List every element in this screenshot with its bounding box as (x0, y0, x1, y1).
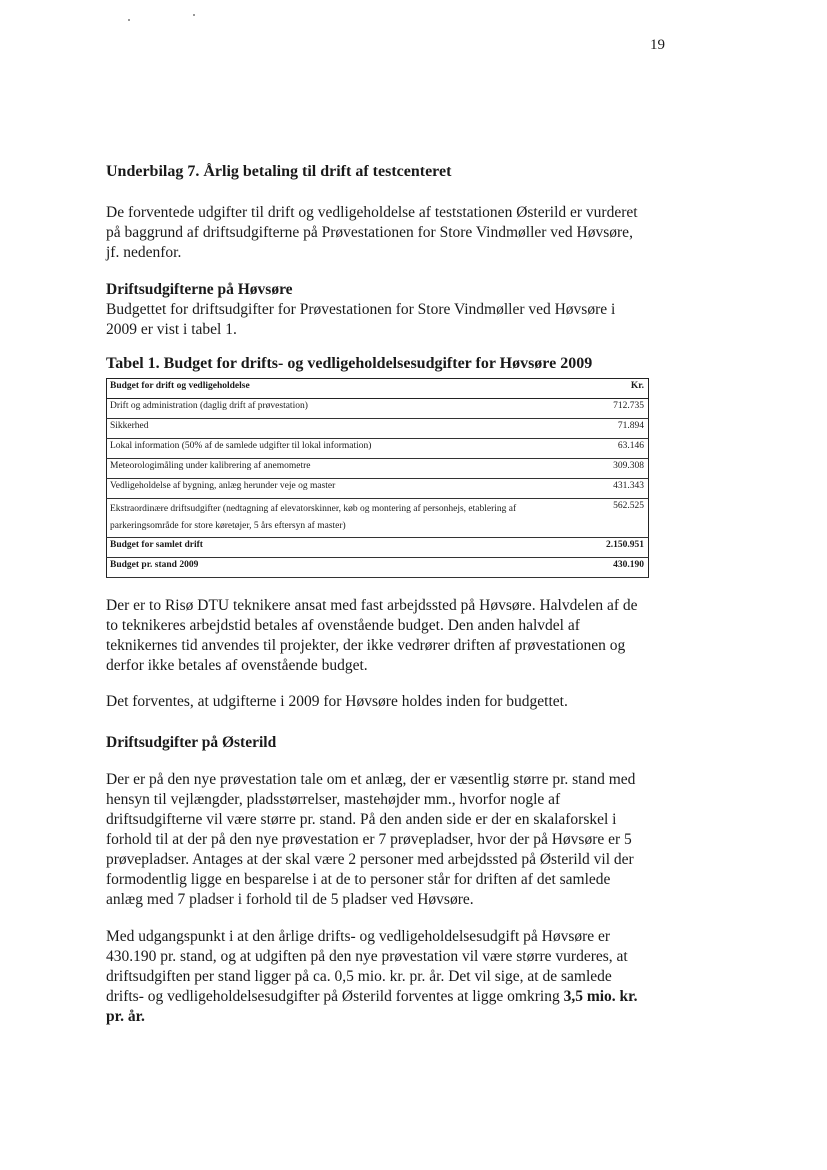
row-value: 562.525 (553, 499, 649, 538)
conclusion-amount: 3,5 mio. kr. pr. år. (106, 988, 638, 1025)
row-value: 712.735 (553, 399, 649, 419)
row-label: Vedligeholdelse af bygning, anlæg herunder veje og master (107, 479, 554, 499)
scan-speck (128, 19, 130, 21)
paragraph-expectation: Det forventes, at udgifterne i 2009 for Høvsøre holdes inden for budgettet. (106, 693, 568, 710)
row-value: 309.308 (553, 459, 649, 479)
total-value: 2.150.951 (553, 538, 649, 558)
intro-paragraph: De forventede udgifter til drift og vedligeholdelse af teststationen Østerild er vurderet på baggrund af driftsudgifterne på Prøvestationen for Store Vindmøller ved Høvsøre, jf. nedenfor. (106, 204, 638, 261)
row-label: Ekstraordinære driftsudgifter (nedtagning af elevatorskinner, køb og montering af personhejs, etablering af parkeringsområde for store køretøjer, 5 års eftersyn af master) (107, 499, 554, 538)
table-row (107, 499, 649, 538)
page-number: 19 (650, 37, 665, 53)
table-row (107, 399, 649, 419)
table-row (107, 439, 649, 459)
per-stand-value: 430.190 (553, 558, 649, 578)
row-label: Lokal information (50% af de samlede udgifter til lokal information) (107, 439, 554, 459)
row-value: 431.343 (553, 479, 649, 499)
conclusion-text: Med udgangspunkt i at den årlige drifts- og vedligeholdelsesudgift på Høvsøre er 430.190 pr. stand, og at udgiften på den nye prøvestation vil være større vurderes, at driftsudgiften per stand ligger på ca. 0,5 mio. kr. pr. år. Det vil sige, at de samlede drifts- og vedligeholdelsesudgifter på Østerild forventes at ligge omkring (106, 928, 628, 1005)
table-header-label: Budget for drift og vedligeholdelse (107, 379, 554, 399)
table-header-row (107, 379, 649, 399)
page-title: Underbilag 7. Årlig betaling til drift af testcenteret (106, 163, 452, 180)
scan-speck (193, 14, 195, 16)
section-heading-osterild: Driftsudgifter på Østerild (106, 734, 277, 751)
table-row (107, 459, 649, 479)
row-label: Sikkerhed (107, 419, 554, 439)
row-label: Meteorologimåling under kalibrering af anemometre (107, 459, 554, 479)
section-text-osterild-1: Der er på den nye prøvestation tale om et anlæg, der er væsentlig større pr. stand med hensyn til vejlængder, pladsstørrelser, mastehøjder mm., hvorfor nogle af driftsudgifterne vil være større pr. stand. På den anden side er der en skalaforskel i forhold til at der på den nye prøvestation er 7 prøvepladser, hvor der på Høvsøre er 5 prøvepladser. Antages at der skal være 2 personer med arbejdssted på Østerild vil der formodentlig ligge en besparelse i at de to personer står for driften af det samlede anlæg med 7 pladser i forhold til de 5 pladser ved Høvsøre. (106, 771, 636, 908)
table-total-row (107, 538, 649, 558)
per-stand-label: Budget pr. stand 2009 (107, 558, 554, 578)
row-value: 63.146 (553, 439, 649, 459)
table-row (107, 419, 649, 439)
table-header-unit: Kr. (553, 379, 649, 399)
total-label: Budget for samlet drift (107, 538, 554, 558)
row-value: 71.894 (553, 419, 649, 439)
table-per-stand-row (107, 558, 649, 578)
row-label: Drift og administration (daglig drift af prøvestation) (107, 399, 554, 419)
budget-table (106, 378, 649, 578)
table-title: Tabel 1. Budget for drifts- og vedligeholdelsesudgifter for Høvsøre 2009 (106, 355, 593, 372)
section-text-hovsore: Budgettet for driftsudgifter for Prøvestationen for Store Vindmøller ved Høvsøre i 2009 er vist i tabel 1. (106, 301, 616, 338)
section-heading-hovsore: Driftsudgifterne på Høvsøre (106, 281, 293, 298)
paragraph-technicians: Der er to Risø DTU teknikere ansat med fast arbejdssted på Høvsøre. Halvdelen af de to teknikeres arbejdstid betales af ovenstående budget. Den anden halvdel af teknikernes tid anvendes til projekter, der ikke vedrører driften af prøvestationen og derfor ikke betales af ovenstående budget. (106, 597, 638, 674)
section-text-osterild-2 (106, 927, 644, 1027)
table-row (107, 479, 649, 499)
